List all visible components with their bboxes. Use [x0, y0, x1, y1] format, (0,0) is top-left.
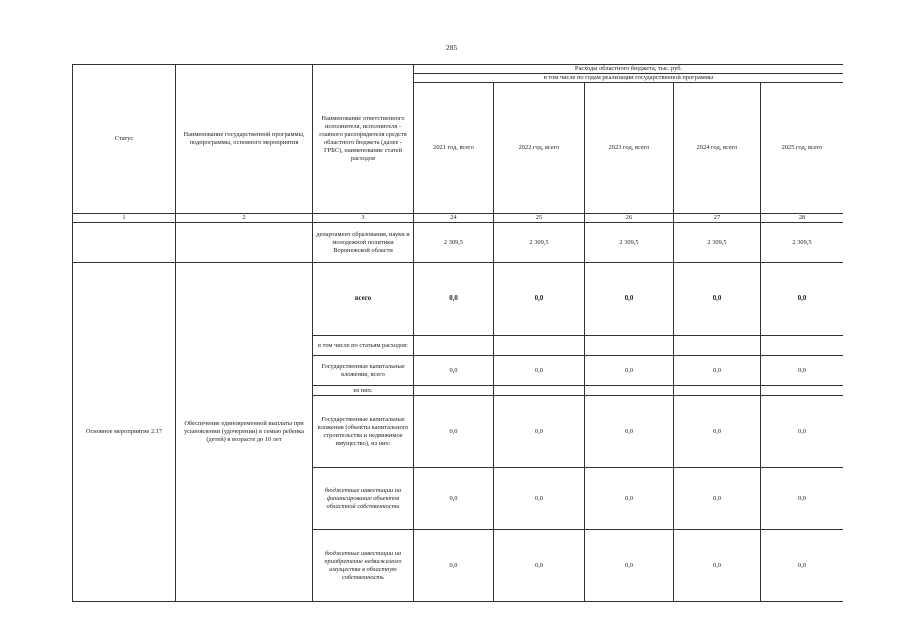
value-cell [494, 336, 585, 356]
table-row [73, 223, 844, 263]
value-cell: 0,0 [761, 468, 844, 530]
column-numbers-row [73, 214, 844, 223]
value-cell [674, 386, 761, 396]
header-year-2023: 2023 год, всего [585, 83, 674, 214]
value-cell [414, 336, 494, 356]
value-cell: 0,0 [761, 530, 844, 602]
column-number: 3 [313, 214, 414, 223]
budget-table-container [72, 64, 843, 606]
value-cell: 0,0 [674, 263, 761, 336]
status-cell-empty [73, 223, 176, 263]
value-cell [674, 336, 761, 356]
value-cell: 0,0 [494, 530, 585, 602]
header-program: Наименование государственной программы, подпрограммы, основного мероприятия [176, 65, 313, 214]
value-cell [494, 386, 585, 396]
row-label: в том числе по статьям расходов: [313, 336, 414, 356]
table-row [73, 263, 844, 336]
value-cell: 0,0 [494, 263, 585, 336]
executor-cell: департамент образования, науки и молодежной политики Воронежской области [313, 223, 414, 263]
value-cell: 0,0 [414, 356, 494, 386]
value-cell [761, 386, 844, 396]
row-label: из них: [313, 386, 414, 396]
value-cell: 0,0 [585, 468, 674, 530]
row-label: Государственные капитальные вложения (объекты капитального строительства и недвижимое имущество), из них: [313, 396, 414, 468]
row-label: бюджетные инвестиции на финансирование объектов областной собственности [313, 468, 414, 530]
header-expenses-title: Расходы областного бюджета, тыс. руб. [414, 65, 844, 74]
header-year-2021: 2021 год, всего [414, 83, 494, 214]
value-cell [585, 336, 674, 356]
value-cell: 0,0 [494, 468, 585, 530]
value-cell: 2 309,5 [761, 223, 844, 263]
value-cell [761, 336, 844, 356]
header-executor: Наименование ответственного исполнителя, исполнителя - главного распорядителя средств областного бюджета (далее - ГРБС), наименование статей расходов [313, 65, 414, 214]
value-cell: 0,0 [761, 356, 844, 386]
row-label: бюджетные инвестиции на приобретение недвижимого имущества в областную собственность [313, 530, 414, 602]
program-cell-empty [176, 223, 313, 263]
value-cell: 0,0 [674, 530, 761, 602]
column-number: 2 [176, 214, 313, 223]
header-year-2024: 2024 год, всего [674, 83, 761, 214]
value-cell: 0,0 [414, 468, 494, 530]
value-cell [414, 386, 494, 396]
value-cell [585, 386, 674, 396]
value-cell: 0,0 [761, 396, 844, 468]
column-number: 28 [761, 214, 844, 223]
header-year-2025: 2025 год, всего [761, 83, 844, 214]
value-cell: 0,0 [585, 263, 674, 336]
value-cell: 0,0 [674, 396, 761, 468]
column-number: 24 [414, 214, 494, 223]
value-cell: 0,0 [414, 263, 494, 336]
header-expenses-subtitle: в том числе по годам реализации государственной программы [414, 74, 844, 83]
page-number: 285 [445, 43, 458, 52]
value-cell: 0,0 [494, 356, 585, 386]
value-cell: 0,0 [674, 468, 761, 530]
value-cell: 0,0 [585, 356, 674, 386]
header-row-1 [73, 65, 844, 74]
column-number: 26 [585, 214, 674, 223]
column-number: 27 [674, 214, 761, 223]
value-cell: 2 309,5 [674, 223, 761, 263]
value-cell: 0,0 [585, 396, 674, 468]
value-cell: 2 309,5 [414, 223, 494, 263]
value-cell: 0,0 [494, 396, 585, 468]
value-cell: 0,0 [585, 530, 674, 602]
value-cell: 0,0 [414, 396, 494, 468]
header-status: Статус [73, 65, 176, 214]
header-year-2022: 2022 год, всего [494, 83, 585, 214]
row-label: Государственные капитальные вложения, всего [313, 356, 414, 386]
value-cell: 0,0 [414, 530, 494, 602]
budget-table [72, 64, 843, 602]
column-number: 1 [73, 214, 176, 223]
activity-name: Обеспечение единовременной выплаты при усыновлении (удочерении) в семью ребенка (детей) в возрасте до 10 лет [176, 263, 313, 602]
value-cell: 2 309,5 [494, 223, 585, 263]
column-number: 25 [494, 214, 585, 223]
value-cell: 0,0 [674, 356, 761, 386]
value-cell: 2 309,5 [585, 223, 674, 263]
activity-status: Основное мероприятие 2.17 [73, 263, 176, 602]
row-label: всего [313, 263, 414, 336]
value-cell: 0,0 [761, 263, 844, 336]
